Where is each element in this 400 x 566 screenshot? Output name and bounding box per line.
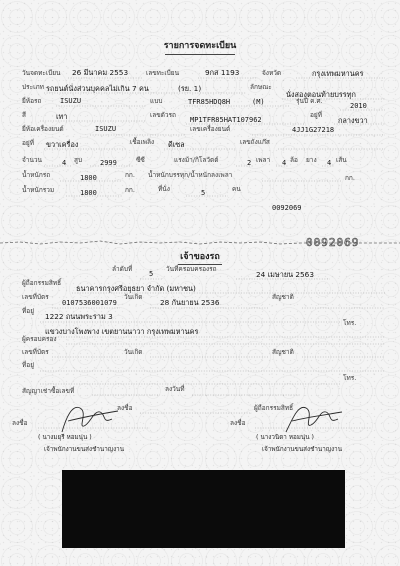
model-year: 2010	[350, 102, 367, 110]
vehicle-weight: 1800	[80, 174, 97, 182]
left-signer-position: เจ้าพนักงานขนส่งชำนาญงาน	[44, 446, 125, 453]
vehicle-weight-unit: กก.	[125, 171, 135, 179]
holder-birth-date: 28 กันยายน 2536	[160, 298, 220, 307]
gross-weight: 1800	[80, 189, 97, 197]
vehicle-model-variant: (M)	[252, 98, 265, 106]
left-signer-name: ( นางมยุรี หอมนุ่น )	[38, 434, 92, 441]
seats-label: ที่นั่ง	[158, 185, 170, 193]
holder-sign-role: ผู้ถือกรรมสิทธิ์	[254, 404, 294, 412]
possessor-id-label: เลขที่บัตร	[22, 348, 49, 356]
model-label: แบบ	[150, 97, 163, 105]
vehicle-weight-label: น้ำหนักรถ	[22, 171, 51, 179]
possessor-address-label: ที่อยู่	[22, 361, 34, 369]
vehicle-type: รถยนต์นั่งส่วนบุคคลไม่เกิน 7 คน	[46, 84, 149, 93]
chassis-number-label: เลขตัวรถ	[150, 111, 176, 119]
holder-address-line2: แขวงบางโพงพาง เขตยานนาวา กรุงเทพมหานคร	[45, 327, 199, 336]
hire-purchase-label: สัญญาเช่าซื้อเลขที่	[22, 387, 75, 395]
holder-birth-date-label: วันเกิด	[124, 293, 143, 301]
cc-unit: ซีซี	[136, 156, 145, 164]
vehicle-brand: ISUZU	[60, 97, 82, 105]
chassis-number: MP1TFR85HAT107962	[190, 116, 262, 124]
tires: 4	[327, 159, 332, 167]
registration-title-underline	[165, 54, 235, 55]
axles-unit: เพลา	[256, 156, 271, 164]
possessor-label: ผู้ครอบครอง	[22, 335, 57, 343]
fuel-label: เชื้อเพลิง	[130, 138, 155, 146]
cylinders: 4	[62, 159, 67, 167]
right-sign-label: ลงชื่อ	[230, 419, 246, 427]
gross-weight-label: น้ำหนักรวม	[22, 186, 55, 194]
right-signer-position: เจ้าพนักงานขนส่งชำนาญงาน	[262, 446, 343, 453]
engine-number: 4JJ1G27218	[292, 126, 335, 134]
chassis-location: กลางขวา	[338, 116, 368, 125]
seats-unit: คน	[232, 185, 241, 193]
sequence-number: 5	[149, 270, 154, 278]
registration-date-label: วันจดทะเบียน	[22, 69, 61, 77]
possession-date: 24 เมษายน 2563	[256, 270, 314, 279]
holder-label: ผู้ถือกรรมสิทธิ์	[22, 279, 62, 287]
engine-brand: ISUZU	[95, 125, 117, 133]
registration-title: รายการจดทะเบียน	[163, 41, 237, 51]
seats: 5	[201, 189, 206, 197]
holder-name: ธนาคารกรุงศรีอยุธยา จำกัด (มหาชน)	[76, 284, 196, 293]
vehicle-color: เทา	[56, 112, 68, 121]
left-sign-label: ลงชื่อ	[12, 419, 28, 427]
tires-label: ยาง	[306, 156, 317, 164]
owner-title: เจ้าของรถ	[180, 252, 220, 262]
engine-number-label: เลขเครื่องยนต์	[190, 125, 231, 133]
holder-id: 0107536001079	[62, 299, 117, 307]
holder-address-label: ที่อยู่	[22, 307, 34, 315]
possessor-nationality-label: สัญชาติ	[272, 348, 294, 356]
sequence-label: ลำดับที่	[112, 265, 133, 273]
model-year-label: รุ่นปี ค.ศ.	[296, 97, 323, 105]
holder-phone-label: โทร.	[343, 319, 357, 327]
possessor-birth-date-label: วันเกิด	[124, 348, 143, 356]
holder-nationality-label: สัญชาติ	[272, 293, 294, 301]
engine-brand-label: ยี่ห้อเครื่องยนต์	[22, 125, 64, 133]
vehicle-style: นั่งสองตอนท้ายบรรทุก	[286, 90, 356, 99]
perforation-serial: 0092069	[306, 236, 360, 249]
redaction-bar	[62, 470, 345, 548]
engine-cc: 2999	[100, 159, 117, 167]
color-label: สี	[22, 111, 26, 119]
province: กรุงเทพมหานคร	[312, 69, 364, 78]
signature-right	[286, 407, 342, 432]
province-label: จังหวัด	[262, 69, 282, 77]
hire-purchase-date-label: ลงวันที่	[165, 385, 185, 393]
holder-id-label: เลขที่บัตร	[22, 293, 49, 301]
holder-address-line1: 1222 ถนนพระราม 3	[45, 312, 113, 321]
gas-tank-number-label: เลขถังแก๊ส	[240, 138, 270, 146]
load-weight-unit: กก.	[345, 174, 355, 182]
axles: 2	[247, 159, 252, 167]
holder-sign-label: ลงชื่อ	[117, 404, 133, 412]
wheels: 4	[282, 159, 287, 167]
cylinders-unit: สูบ	[74, 156, 83, 164]
chassis-location-label: อยู่ที่	[310, 111, 322, 119]
vehicle-type-code: (รย. 1)	[178, 84, 202, 93]
count-label: จำนวน	[22, 156, 42, 164]
type-label: ประเภท	[22, 83, 44, 91]
right-signer-name: ( นางวนิดา หอมนุ่น )	[256, 434, 314, 441]
wheels-unit: ล้อ	[290, 156, 298, 164]
engine-location-label: อยู่ที่	[22, 139, 34, 147]
plate-label: เลขทะเบียน	[146, 69, 180, 77]
load-weight-label: น้ำหนักบรรทุก/น้ำหนักลงเพลา	[148, 171, 233, 179]
registration-date: 26 มีนาคม 2553	[72, 68, 129, 77]
vehicle-model: TFR85HDQ8H	[188, 98, 231, 106]
fuel-type: ดีเซล	[168, 140, 185, 149]
brand-label: ยี่ห้อรถ	[22, 97, 42, 105]
document-serial: 0092069	[272, 204, 302, 212]
style-label: ลักษณะ	[250, 83, 272, 91]
tires-unit: เส้น	[336, 156, 347, 164]
horsepower-label: แรงม้า/กิโลวัตต์	[174, 156, 219, 164]
possessor-phone-label: โทร.	[343, 374, 357, 382]
plate-number: 9กส 1193	[205, 68, 240, 77]
gross-weight-unit: กก.	[125, 186, 135, 194]
engine-location: ขวาเครื่อง	[46, 140, 79, 149]
possession-date-label: วันที่ครอบครองรถ	[166, 265, 217, 273]
